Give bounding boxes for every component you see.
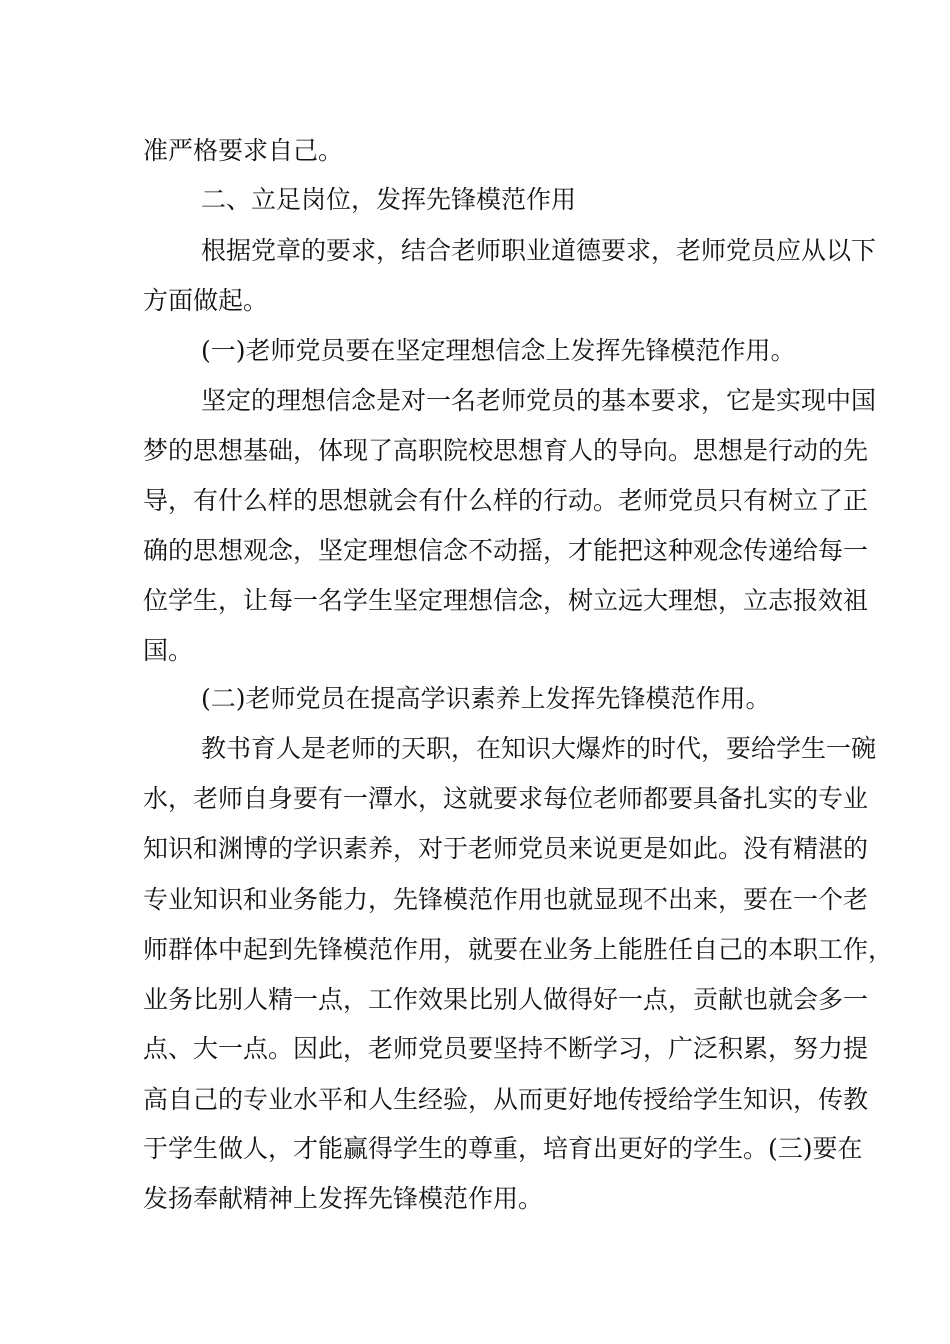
section-heading: 二、立足岗位，发挥先锋模范作用 [201,185,577,214]
text-line: 准严格要求自己。 [143,136,344,165]
text-line: 教书育人是老师的天职，在知识大爆炸的时代，要给学生一碗 [201,734,877,763]
text-line: 高自己的专业水平和人生经验，从而更好地传授给学生知识，传教 [143,1085,869,1114]
text-line: 梦的思想基础，体现了高职院校思想育人的导向。思想是行动的先 [143,436,869,465]
subsection-heading: (一)老师党员要在坚定理想信念上发挥先锋模范作用。 [201,336,796,365]
text-line: 业务比别人精一点，工作效果比别人做得好一点，贡献也就会多一 [143,985,869,1014]
text-line: 根据党章的要求，结合老师职业道德要求，老师党员应从以下 [201,236,877,265]
text-line: 位学生，让每一名学生坚定理想信念，树立远大理想，立志报效祖 [143,586,869,615]
text-line: 师群体中起到先锋模范作用，就要在业务上能胜任自己的本职工作， [143,935,894,964]
text-line: 水，老师自身要有一潭水，这就要求每位老师都要具备扎实的专业 [143,784,869,813]
text-line: 知识和渊博的学识素养，对于老师党员来说更是如此。没有精湛的 [143,834,869,863]
text-line: 专业知识和业务能力，先锋模范作用也就显现不出来，要在一个老 [143,885,869,914]
text-line: 坚定的理想信念是对一名老师党员的基本要求，它是实现中国 [201,386,877,415]
subsection-heading: (二)老师党员在提高学识素养上发挥先锋模范作用。 [201,684,771,713]
text-line: 于学生做人，才能赢得学生的尊重，培育出更好的学生。(三)要在 [143,1134,863,1163]
text-line: 发扬奉献精神上发挥先锋模范作用。 [143,1184,544,1213]
text-line: 导，有什么样的思想就会有什么样的行动。老师党员只有树立了正 [143,486,869,515]
text-line: 点、大一点。因此，老师党员要坚持不断学习，广泛积累，努力提 [143,1034,869,1063]
text-line: 确的思想观念，坚定理想信念不动摇，才能把这种观念传递给每一 [143,536,869,565]
text-line: 国。 [143,636,194,665]
text-line: 方面做起。 [143,286,269,315]
